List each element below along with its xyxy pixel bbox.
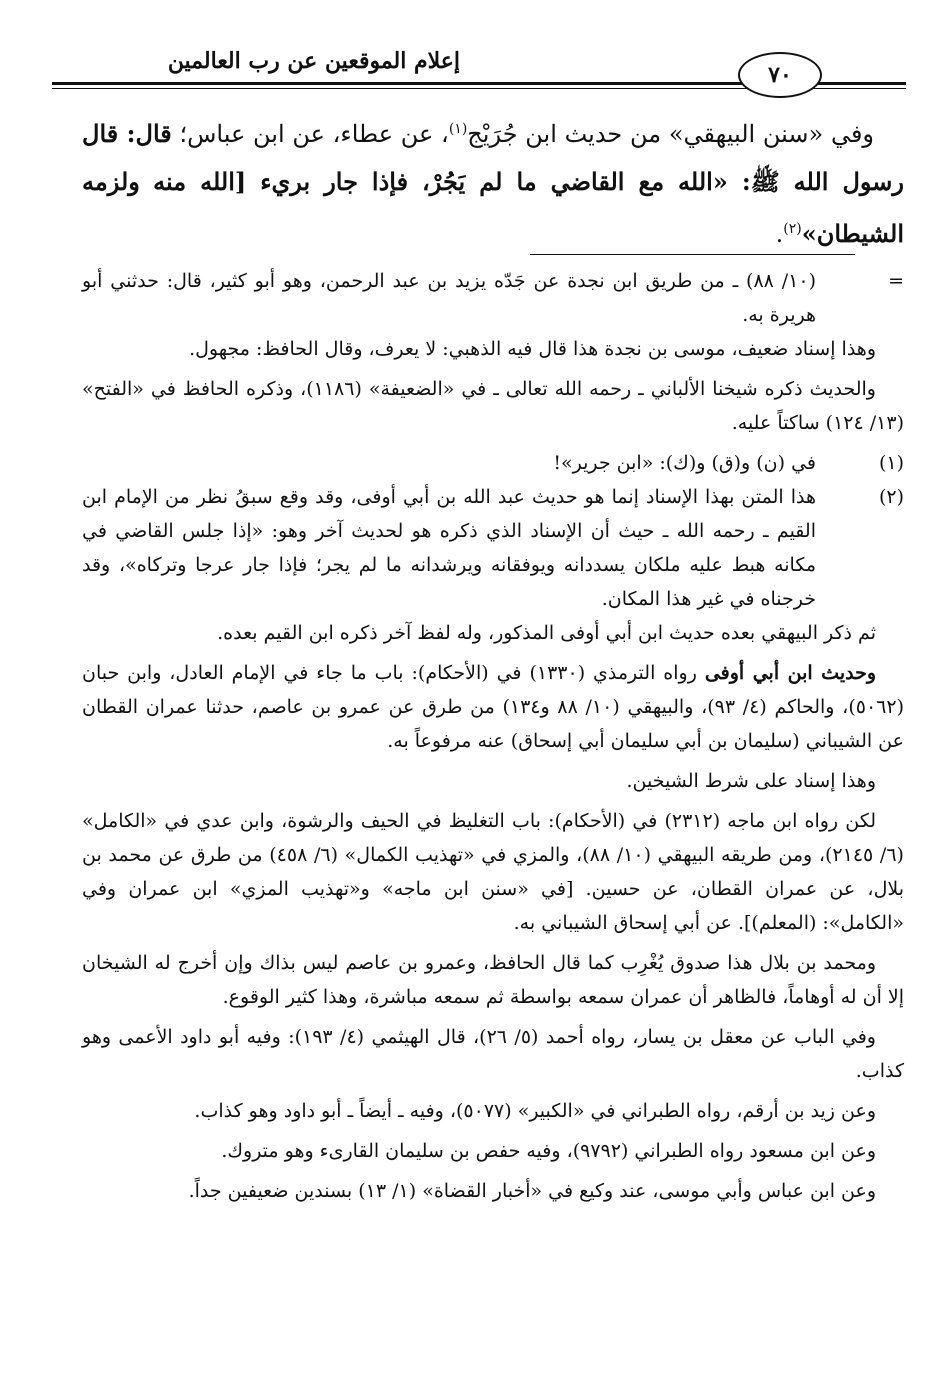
footnote-1-mark: (١)	[878, 452, 904, 474]
footnote-paragraph: لكن رواه ابن ماجه (٢٣١٢) في (الأحكام): باب التغليظ في الحيف والرشوة، وابن عدي في «الكامل» (٦/ ٢١٤٥)، ومن طريقه البيهقي (١٠/ ٨٨)، والمزي في «تهذيب الكمال» (٦/ ٤٥٨) من طرق عن محمد بن بلال، عن عمران القطان، عن حسين. [في «سنن ابن ماجه» و«تهذيب المزي» ابن عمران وفي «الكامل»: (المعلم)]. عن أبي إسحاق الشيباني به.	[82, 810, 904, 934]
footnote-paragraph	[82, 656, 904, 758]
main-line-2: قال: قال رسول الله ﷺ: «الله مع القاضي ما لم يَجُرْ، فإذا جار بريء [الله منه	[82, 119, 904, 196]
footnote-paragraph: وعن ابن مسعود رواه الطبراني (٩٧٩٢)، وفيه حفص بن سليمان القارىء وهو متروك.	[221, 1140, 876, 1162]
footnote-paragraph: ومحمد بن بلال هذا صدوق يُغْرِب كما قال الحافظ، وعمرو بن عاصم ليس بذاك وإن أخرج له الشيخان إلا أن له أوهاماً، فالظاهر أن عمران سمعه بواسطة ثم سمعه مباشرة، وهذا كثير الوقوع.	[82, 952, 904, 1008]
footnote-1-text: في (ن) و(ق) و(ك): «ابن جرير»!	[553, 452, 816, 474]
footnote-separator	[530, 254, 855, 255]
footnote-ref-1: (١)	[448, 121, 468, 137]
footnote-2-mark: (٢)	[878, 486, 904, 508]
footnote-ref-2: (٢)	[783, 221, 802, 237]
footnote-paragraph: والحديث ذكره شيخنا الألباني ـ رحمه الله تعالى ـ في «الضعيفة» (١١٨٦)، وذكره الحافظ في «الفتح» (١٣/ ١٢٤) ساكتاً عليه.	[82, 378, 904, 434]
page-number: ٧٠	[738, 52, 822, 98]
footnote-paragraph: وهذا إسناد على شرط الشيخين.	[626, 770, 876, 792]
main-line-1-tail: ، عن عطاء، عن ابن عباس؛	[179, 120, 449, 148]
main-paragraph	[82, 106, 904, 258]
footnote-paragraph: وعن ابن عباس وأبي موسى، عند وكيع في «أخبار القضاة» (١/ ١٣) بسندين ضعيفين جداً.	[188, 1180, 876, 1202]
main-line-1: وفي «سنن البيهقي» من حديث ابن جُرَيْج	[467, 120, 875, 148]
footnotes	[82, 264, 904, 1214]
footnote-1	[82, 446, 904, 480]
main-text	[82, 106, 904, 258]
footnote-paragraph: وهذا إسناد ضعيف، موسى بن نجدة هذا قال فيه الذهبي: لا يعرف، وقال الحافظ: مجهول.	[189, 338, 876, 360]
running-title: إعلام الموقعين عن رب العالمين	[167, 48, 460, 74]
continuation-mark: =	[888, 270, 904, 292]
footnote-block	[82, 332, 904, 440]
main-line-3: ولزمه الشيطان»	[82, 167, 904, 248]
footnote-continuation	[82, 264, 904, 332]
footnote-2-body	[82, 616, 904, 1208]
footnote-paragraph: (١٠/ ٨٨) ـ من طريق ابن نجدة عن جَدّه يزيد بن عبد الرحمن، وهو أبو كثير، قال: حدثني أبو هريرة به.	[82, 270, 816, 326]
footnote-paragraph-text: رواه الترمذي (١٣٣٠) في (الأحكام): باب ما جاء في الإمام العادل، وابن حبان (٥٠٦٢)، والحاكم (٤/ ٩٣)، والبيهقي (١٠/ ٨٨ و١٣٤) من طرق عن عمرو بن عاصم، حدثنا عمران القطان عن الشيباني (سليمان بن أبي سليمان أبي إسحاق) عنه مرفوعاً به.	[82, 662, 904, 752]
footnote-2-text: هذا المتن بهذا الإسناد إنما هو حديث عبد الله بن أبي أوفى، وقد وقع سبقُ نظر من الإمام ابن القيم ـ رحمه الله ـ حيث أن الإسناد الذي ذكره هو لحديث آخر وهو: «إذا جلس القاضي في مكانه هبط عليه ملكان يسددانه ويوفقانه ويرشدانه ما لم يجر؛ فإذا جار عرجا وتركاه»، وقد خرجناه في غير هذا المكان.	[82, 486, 816, 610]
bold-lead: وحديث ابن أبي أوفى	[704, 662, 876, 684]
footnote-paragraph: ثم ذكر البيهقي بعده حديث ابن أبي أوفى المذكور، وله لفظ آخر ذكره ابن القيم بعده.	[217, 622, 876, 644]
footnote-paragraph: وفي الباب عن معقل بن يسار، رواه أحمد (٥/ ٢٦)، قال الهيثمي (٤/ ١٩٣): وفيه أبو داود الأعمى وهو كذاب.	[82, 1026, 904, 1082]
footnote-paragraph: وعن زيد بن أرقم، رواه الطبراني في «الكبير» (٥٠٧٧)، وفيه ـ أيضاً ـ أبو داود وهو كذاب.	[194, 1100, 876, 1122]
main-line-3-tail: .	[775, 220, 784, 248]
footnote-2	[82, 480, 904, 616]
